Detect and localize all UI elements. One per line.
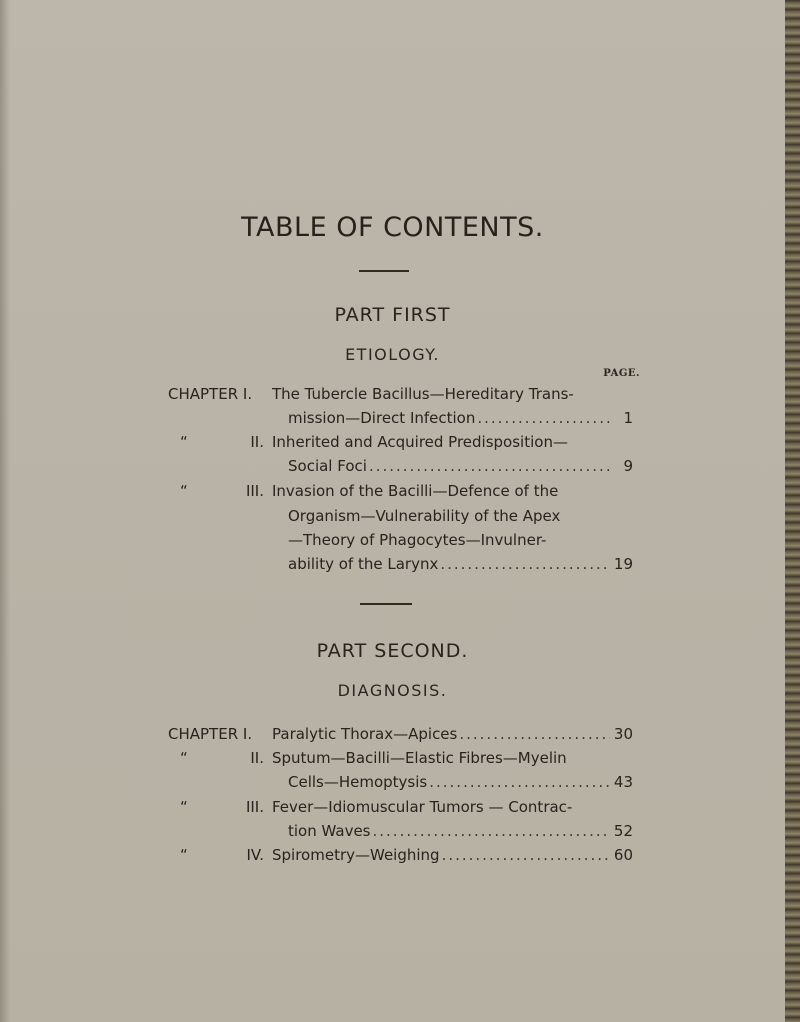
chapter-label [180,482,264,500]
chapter-number: II. [250,433,264,451]
chapter-number: III. [245,482,264,500]
page-number: 19 [613,555,633,573]
divider-rule-2 [360,603,412,605]
chapter-number: II. [250,749,264,767]
entry-line: Organism—Vulnerability of the Apex [288,507,561,525]
entry-line: Sputum—Bacilli—Elastic Fibres—Myelin [272,749,567,767]
dot-leader [373,822,610,840]
chapter-label [180,749,264,767]
dot-leader [440,555,610,573]
chapter-label [180,798,264,816]
page-number: 1 [623,409,633,427]
diagnosis-heading: DIAGNOSIS. [337,681,448,700]
book-binding-edge [785,0,800,1022]
entry-line: Fever—Idiomuscular Tumors — Contrac- [272,798,573,816]
entry-text: mission—Direct Infection [288,409,476,427]
ditto-mark: “ [180,846,188,864]
ditto-mark: “ [180,433,188,451]
page-number: 30 [613,725,633,743]
ditto-mark: “ [180,749,188,767]
entry-line-dotted [288,773,633,791]
entry-line: The Tubercle Bacillus—Hereditary Trans- [272,385,574,403]
dot-leader [477,409,611,427]
entry-text: Paralytic Thorax—Apices [272,725,458,743]
ditto-mark: “ [180,798,188,816]
chapter-label [180,433,264,451]
entry-line-dotted [272,846,633,864]
part-first-heading: PART FIRST [334,304,451,326]
entry-line-dotted [288,822,633,840]
entry-text: ability of the Larynx [288,555,439,573]
entry-line-dotted [288,555,633,573]
etiology-heading: ETIOLOGY. [345,345,440,364]
dot-leader [429,773,610,791]
entry-line: Invasion of the Bacilli—Defence of the [272,482,559,500]
entry-line-dotted [288,409,633,427]
page-number: 60 [613,846,633,864]
part-second-heading: PART SECOND. [316,640,469,662]
entry-text: tion Waves [288,822,371,840]
dot-leader [369,457,611,475]
chapter-label: CHAPTER I. [168,725,253,743]
entry-text: Social Foci [288,457,367,475]
entry-line-dotted [288,457,633,475]
chapter-number: III. [245,798,264,816]
ditto-mark: “ [180,482,188,500]
contents-title: TABLE OF CONTENTS. [241,212,544,243]
dot-leader [442,846,610,864]
entry-line: —Theory of Phagocytes—Invulner- [288,531,547,549]
page-number: 43 [613,773,633,791]
page-shadow [0,0,10,1022]
chapter-number: IV. [246,846,264,864]
page-number: 52 [613,822,633,840]
entry-line-dotted [272,725,633,743]
entry-text: Spirometry—Weighing [272,846,440,864]
chapter-label [180,846,264,864]
entry-line: Inherited and Acquired Predisposition— [272,433,568,451]
dot-leader [459,725,610,743]
page-column-header: PAGE. [603,368,640,379]
divider-rule-1 [359,270,409,272]
entry-text: Cells—Hemoptysis [288,773,428,791]
page-number: 9 [623,457,633,475]
chapter-label: CHAPTER I. [168,385,253,403]
